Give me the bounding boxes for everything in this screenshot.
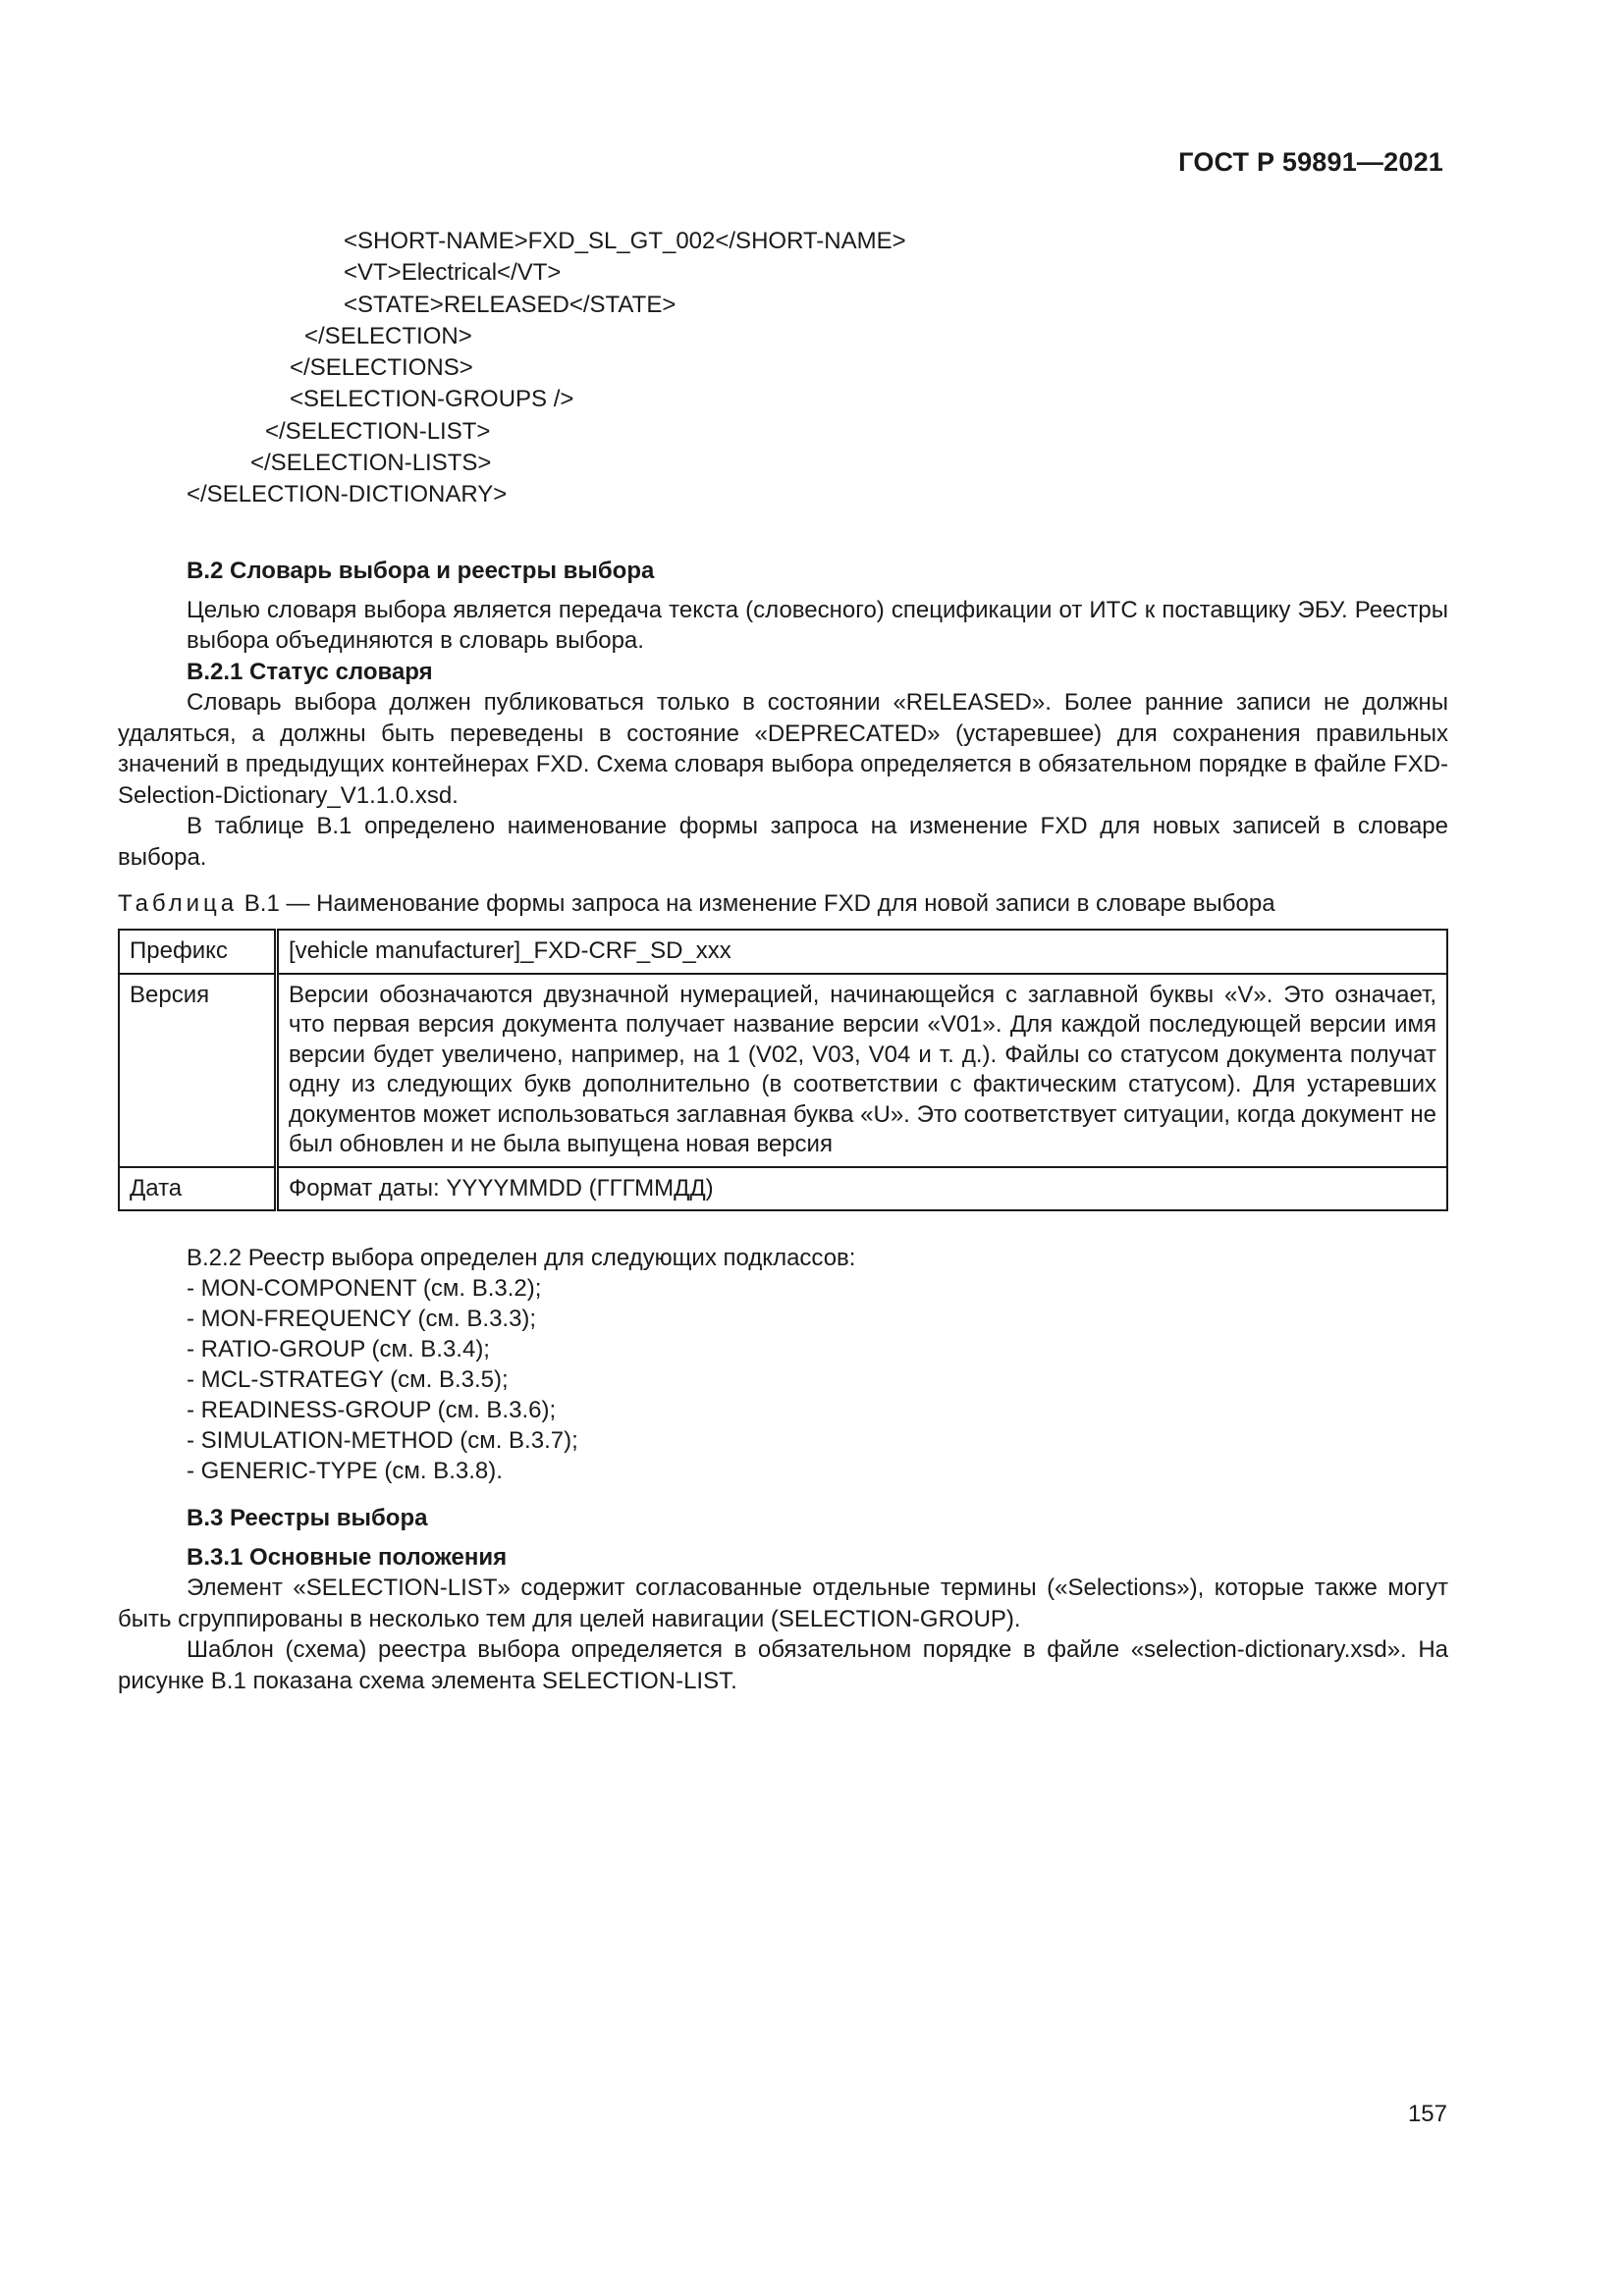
table-row: [119, 930, 1447, 974]
table-caption-label: Таблица: [118, 890, 239, 917]
table-cell-key: Дата: [119, 1167, 277, 1211]
list-item: - MCL-STRATEGY (см. B.3.5);: [187, 1366, 509, 1393]
subsection-heading: B.2.1 Статус словаря: [187, 658, 433, 685]
table-caption: [118, 888, 1275, 920]
xml-code-block: [187, 226, 906, 511]
table-cell-key: Версия: [119, 974, 277, 1167]
list-item: - READINESS-GROUP (см. B.3.6);: [187, 1397, 557, 1423]
paragraph: В таблице B.1 определено наименование формы запроса на изменение FXD для новых записей в словаре выбора.: [118, 813, 1448, 871]
section-b2: [118, 556, 1448, 873]
table-row: [119, 974, 1447, 1167]
paragraph: Целью словаря выбора является передача текста (словесного) спецификации от ИТС к поставщику ЭБУ. Реестры выбора объединяются в словарь выбора.: [187, 596, 1448, 654]
code-line: </SELECTION-LIST>: [265, 417, 491, 445]
section-heading: B.2 Словарь выбора и реестры выбора: [187, 558, 655, 584]
list-intro: B.2.2 Реестр выбора определен для следующих подклассов:: [187, 1245, 856, 1271]
code-line: <VT>Electrical</VT>: [344, 259, 562, 287]
code-line: <STATE>RELEASED</STATE>: [344, 291, 677, 318]
naming-table: [118, 929, 1448, 1211]
list-item: - MON-COMPONENT (см. B.3.2);: [187, 1275, 542, 1302]
code-line: <SELECTION-GROUPS />: [290, 386, 574, 413]
code-line: </SELECTIONS>: [290, 354, 473, 382]
paragraph: Словарь выбора должен публиковаться только в состоянии «RELEASED». Более ранние записи не должны удаляться, а должны быть переведены в состояние «DEPRECATED» (устаревшее) для сохранения правильных значений в предыдущих контейнерах FXD. Схема словаря выбора определяется в обязательном порядке в файле FXD-Selection-Dictionary_V1.1.0.xsd.: [118, 689, 1448, 809]
list-item: - SIMULATION-METHOD (см. B.3.7);: [187, 1427, 578, 1454]
table-cell-key: Префикс: [119, 930, 277, 974]
list-item: - MON-FREQUENCY (см. B.3.3);: [187, 1306, 537, 1332]
list-item: - RATIO-GROUP (см. B.3.4);: [187, 1336, 490, 1362]
table-cell-value: Версии обозначаются двузначной нумерацией, начинающейся с заглавной буквы «V». Это означает, что первая версия документа получает название версии «V01». Для каждой последующей версии имя версии будет увеличено, например, на 1 (V02, V03, V04 и т. д.). Файлы со статусом документа получат одну из следующих букв дополнительно (в соответствии с фактическим статусом). Для устаревших документов может использоваться заглавная буква «U». Это соответствует ситуации, когда документ не был обновлен и не была выпущена новая версия: [277, 974, 1448, 1167]
code-line: </SELECTION>: [304, 322, 472, 349]
page-number: 157: [1407, 2101, 1447, 2127]
table-caption-text: B.1 — Наименование формы запроса на изменение FXD для новой записи в словаре выбора: [244, 890, 1275, 917]
table-cell-value: Формат даты: YYYYMMDD (ГГГММДД): [277, 1167, 1448, 1211]
code-line: <SHORT-NAME>FXD_SL_GT_002</SHORT-NAME>: [344, 228, 906, 254]
subclass-list: [187, 1243, 855, 1486]
section-b3: [118, 1503, 1448, 1696]
code-line: </SELECTION-LISTS>: [250, 450, 492, 477]
table-cell-value: [vehicle manufacturer]_FXD-CRF_SD_xxx: [277, 930, 1448, 974]
standard-header: ГОСТ Р 59891—2021: [1178, 147, 1443, 177]
table-row: [119, 1167, 1447, 1211]
code-line: </SELECTION-DICTIONARY>: [187, 481, 508, 508]
section-heading: B.3 Реестры выбора: [187, 1505, 428, 1531]
paragraph: Элемент «SELECTION-LIST» содержит согласованные отдельные термины («Selections»), которые также могут быть сгруппированы в несколько тем для целей навигации (SELECTION-GROUP).: [118, 1575, 1448, 1632]
list-item: - GENERIC-TYPE (см. B.3.8).: [187, 1458, 503, 1484]
paragraph: Шаблон (схема) реестра выбора определяется в обязательном порядке в файле «selection-dictionary.xsd». На рисунке B.1 показана схема элемента SELECTION-LIST.: [118, 1636, 1448, 1694]
subsection-heading: B.3.1 Основные положения: [187, 1543, 508, 1571]
